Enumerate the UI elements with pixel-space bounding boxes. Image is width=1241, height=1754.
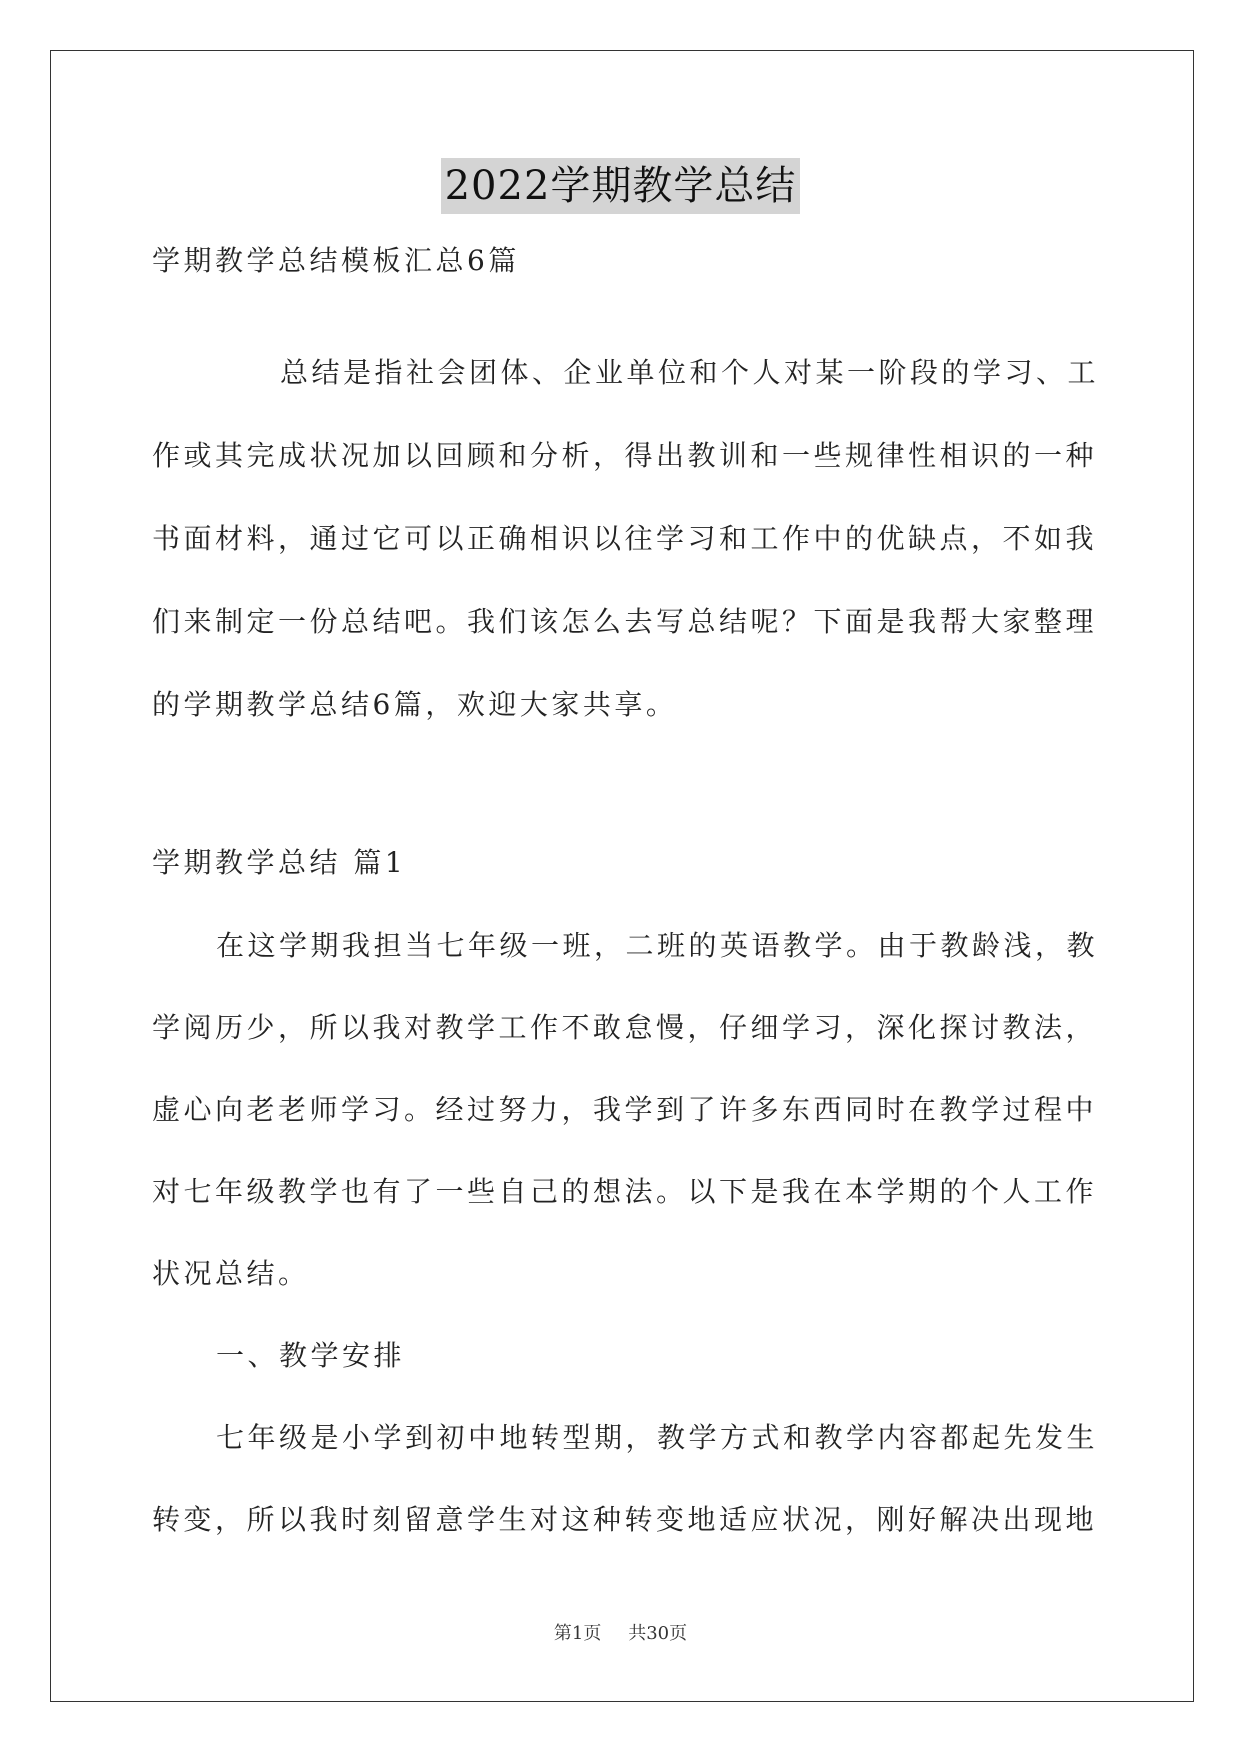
body-line-6: 七年级是小学到初中地转型期，教学方式和教学内容都起先发生 <box>216 1421 1099 1454</box>
body-line-7: 转变，所以我时刻留意学生对这种转变地适应状况，刚好解决出现地 <box>152 1503 1098 1536</box>
title-container <box>0 158 1241 214</box>
body-line-1: 在这学期我担当七年级一班，二班的英语教学。由于教龄浅，教 <box>216 929 1099 962</box>
body-line-3: 虚心向老老师学习。经过努力，我学到了许多东西同时在教学过程中 <box>152 1093 1098 1126</box>
subtitle-line: 学期教学总结模板汇总6篇 <box>152 244 520 277</box>
page-total: 共30页 <box>628 1623 688 1644</box>
subheading-teaching-arrangement: 一、教学安排 <box>216 1339 406 1372</box>
page-footer <box>0 1622 1241 1646</box>
intro-line-4: 们来制定一份总结吧。我们该怎么去写总结呢？下面是我帮大家整理 <box>152 605 1098 638</box>
body-line-5: 状况总结。 <box>152 1257 310 1290</box>
intro-line-2: 作或其完成状况加以回顾和分析，得出教训和一些规律性相识的一种 <box>152 439 1098 472</box>
intro-line-1: 总结是指社会团体、企业单位和个人对某一阶段的学习、工 <box>280 356 1100 389</box>
page-number: 第1页 <box>553 1623 602 1644</box>
body-line-2: 学阅历少，所以我对教学工作不敢怠慢，仔细学习，深化探讨教法， <box>152 1011 1098 1044</box>
intro-line-5: 的学期教学总结6篇，欢迎大家共享。 <box>152 688 678 721</box>
document-title: 2022学期教学总结 <box>441 158 801 214</box>
intro-line-3: 书面材料，通过它可以正确相识以往学习和工作中的优缺点，不如我 <box>152 522 1098 555</box>
section-heading-1: 学期教学总结 篇1 <box>152 846 407 879</box>
body-line-4: 对七年级教学也有了一些自己的想法。以下是我在本学期的个人工作 <box>152 1175 1098 1208</box>
